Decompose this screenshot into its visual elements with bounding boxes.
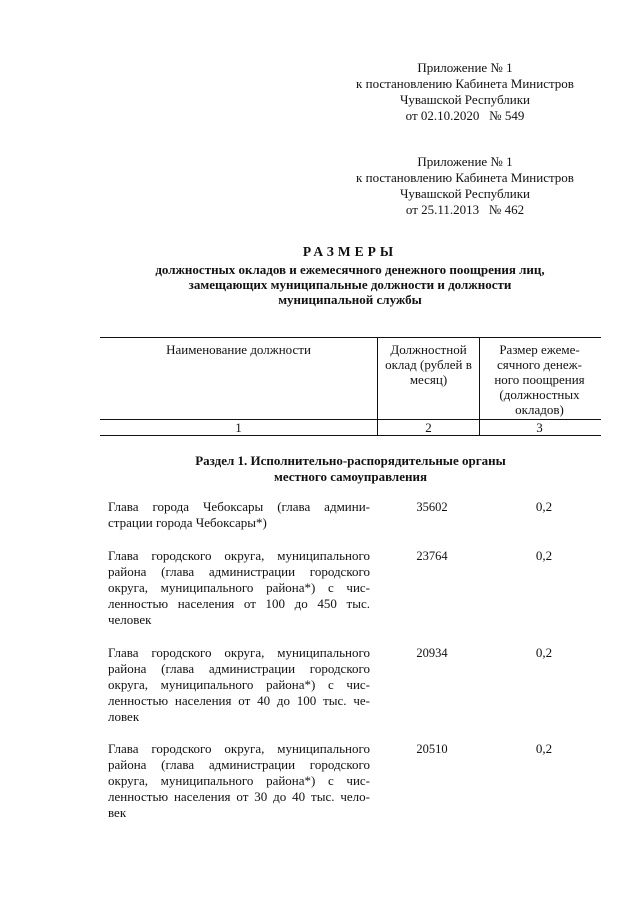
title-line3: муниципальной службы	[278, 292, 422, 307]
appendix-current-line2: к постановлению Кабинета Министров	[356, 76, 574, 91]
header-col3-line: ного поощрения	[494, 372, 585, 387]
bonus-coefficient: 0,2	[535, 741, 553, 756]
header-col3-line: (должностных	[499, 387, 580, 402]
appendix-current-line1: Приложение № 1	[417, 60, 513, 75]
header-bonus	[479, 338, 599, 419]
appendix-current	[300, 60, 630, 124]
salary-value: 20510	[416, 742, 448, 756]
position-name-line: округа, муниципального района*) с чис-	[108, 773, 370, 788]
position-name-line: района (глава администрации городского	[108, 757, 370, 772]
appendix-current-line3: Чувашской Республики	[399, 92, 531, 107]
header-col1-line: Наименование должности	[166, 342, 311, 357]
appendix-previous-line2: к постановлению Кабинета Министров	[356, 170, 574, 185]
appendix-previous	[300, 154, 630, 218]
header-col2-line: Должностной	[390, 342, 467, 357]
bonus-coefficient: 0,2	[535, 645, 553, 660]
column-number-1: 1	[235, 420, 242, 435]
position-name	[108, 548, 370, 628]
document-title	[80, 244, 620, 307]
header-col3-line: Размер ежеме-	[499, 342, 580, 357]
bonus-coefficient: 0,2	[535, 499, 553, 514]
title-line1: должностных окладов и ежемесячного денежного поощрения лиц,	[155, 262, 545, 277]
position-name-line: ловек	[108, 709, 140, 724]
salary-table-header	[100, 337, 601, 436]
appendix-current-line4: от 02.10.2020 № 549	[405, 108, 525, 123]
position-name-line: округа, муниципального района*) с чис-	[108, 677, 370, 692]
bonus-coefficient: 0,2	[535, 548, 553, 563]
position-name-line: района (глава администрации городского	[108, 661, 370, 676]
position-name-line: округа, муниципального района*) с чис-	[108, 580, 370, 595]
section-title-line2: местного самоуправления	[273, 469, 428, 484]
position-name-line: Глава городского округа, муниципального	[108, 645, 370, 660]
position-name-line: человек	[108, 612, 152, 627]
column-number-3: 3	[479, 420, 599, 435]
salary-value: 20934	[416, 646, 448, 660]
position-name	[108, 499, 370, 531]
position-name-line: страции города Чебоксары*)	[108, 515, 267, 530]
position-name	[108, 741, 370, 821]
salary-value: 23764	[416, 549, 448, 563]
column-number-2: 2	[377, 420, 479, 435]
header-salary	[377, 338, 479, 419]
header-col3-line: сячного денеж-	[497, 357, 582, 372]
appendix-previous-line3: Чувашской Республики	[399, 186, 531, 201]
title-line2: замещающих муниципальные должности и должности	[188, 277, 512, 292]
position-name-line: Глава городского округа, муниципального	[108, 741, 370, 756]
title-heading: РАЗМЕРЫ	[302, 244, 398, 259]
appendix-previous-line1: Приложение № 1	[417, 154, 513, 169]
header-col3-line: окладов)	[515, 402, 564, 417]
column-number-row	[100, 420, 601, 436]
appendix-previous-line4: от 25.11.2013 № 462	[405, 202, 525, 217]
section-title	[100, 453, 601, 485]
header-position-name	[100, 338, 377, 419]
position-name-line: Глава города Чебоксары (глава админи-	[108, 499, 370, 514]
header-col2-line: оклад (рублей в	[385, 357, 472, 372]
position-name-line: ленностью населения от 40 до 100 тыс. че-	[108, 693, 370, 708]
position-name-line: век	[108, 805, 127, 820]
position-name-line: района (глава администрации городского	[108, 564, 370, 579]
section-title-line1: Раздел 1. Исполнительно-распорядительные органы	[195, 453, 506, 468]
header-col2-line: месяц)	[409, 372, 448, 387]
salary-value: 35602	[416, 500, 448, 514]
position-name-line: ленностью населения от 30 до 40 тыс. чело-	[108, 789, 370, 804]
position-name	[108, 645, 370, 725]
position-name-line: Глава городского округа, муниципального	[108, 548, 370, 563]
position-name-line: ленностью населения от 100 до 450 тыс.	[108, 596, 370, 611]
table-header-row	[100, 337, 601, 420]
